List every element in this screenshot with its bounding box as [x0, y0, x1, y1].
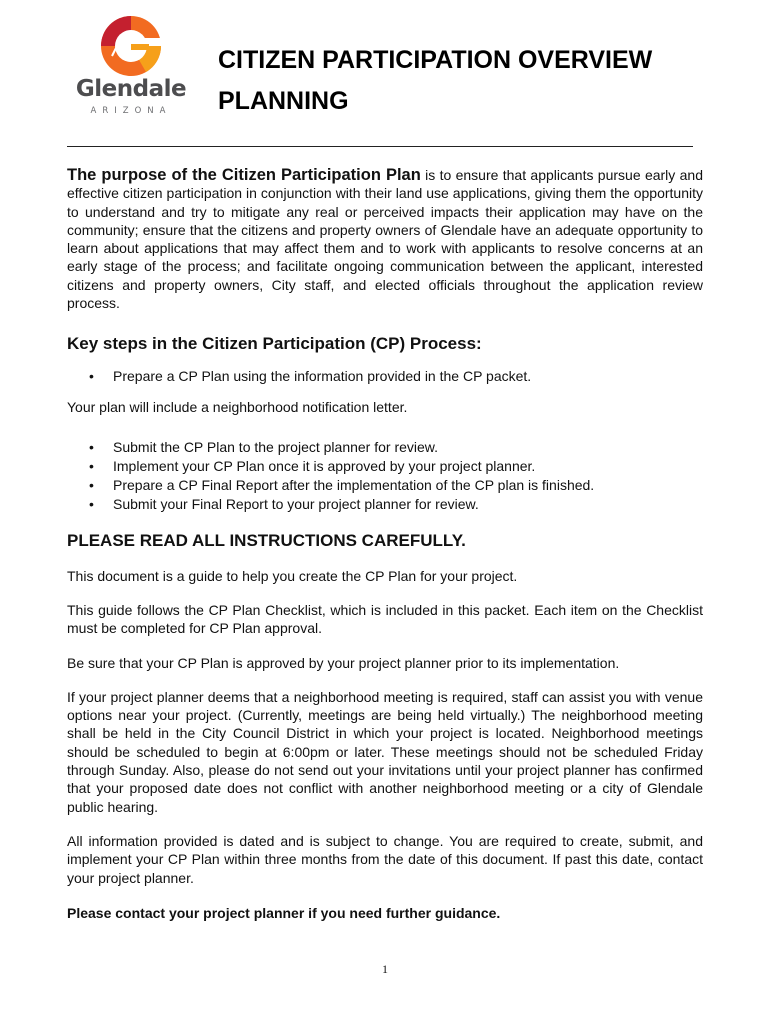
key-steps-first-list [67, 367, 703, 386]
key-steps-list [67, 438, 703, 514]
logo-wordmark: Glendale [75, 76, 187, 102]
purpose-paragraph [67, 166, 703, 312]
key-steps-note: Your plan will include a neighborhood notification letter. [67, 399, 408, 416]
page-number: 1 [382, 962, 388, 976]
document-body [67, 166, 703, 922]
list-item: • Submit the CP Plan to the project planner for review. [113, 438, 703, 457]
title-line-2: PLANNING [218, 87, 349, 115]
instructions-paragraph: Be sure that your CP Plan is approved by your project planner prior to its implementation. [67, 654, 620, 671]
closing-note: Please contact your project planner if you need further guidance. [67, 904, 501, 921]
logo-subtitle: ARIZONA [90, 106, 172, 116]
page-title [218, 40, 652, 122]
instructions-heading: PLEASE READ ALL INSTRUCTIONS CAREFULLY. [67, 530, 466, 550]
list-item: • Prepare a CP Plan using the information provided in the CP packet. [113, 367, 703, 386]
list-item: • Implement your CP Plan once it is approved by your project planner. [113, 457, 703, 476]
instructions-paragraph: All information provided is dated and is subject to change. You are required to create, submit, and implement your CP Plan within three months from the date of this document. If past this date, contact your project planner. [67, 832, 703, 886]
glendale-logo [72, 14, 190, 124]
title-divider [67, 146, 693, 147]
purpose-text: is to ensure that applicants pursue early and effective citizen participation in conjunction with their land use applications, giving them the opportunity to understand and try to mitigate any real or perceived impacts their application may have on the community; ensure that the citizens and property owners of Glendale have an adequate opportunity to learn about applications that may affect them and to work with applicants to resolve concerns at an early stage of the process; and facilitate ongoing communication between the applicant, interested citizens and property owners, City staff, and elected officials throughout the application review process. [67, 167, 703, 312]
glendale-g-icon [72, 14, 190, 78]
instructions-paragraph: This guide follows the CP Plan Checklist, which is included in this packet. Each item on the Checklist must be completed for CP Plan approval. [67, 601, 703, 637]
list-item: • Prepare a CP Final Report after the implementation of the CP plan is finished. [113, 476, 703, 495]
list-item: • Submit your Final Report to your project planner for review. [113, 495, 703, 514]
instructions-paragraph: This document is a guide to help you create the CP Plan for your project. [67, 567, 518, 584]
key-steps-heading: Key steps in the Citizen Participation (CP) Process: [67, 334, 482, 354]
title-line-1: CITIZEN PARTICIPATION OVERVIEW [218, 46, 653, 74]
instructions-paragraph: If your project planner deems that a neighborhood meeting is required, staff can assist you with venue options near your project. (Currently, meetings are being held virtually.) The neighborhood meeting shall be held in the City Council District in which your project is located. Neighborhood meetings should be scheduled to begin at 6:00pm or later. These meetings should not be scheduled Friday through Sunday. Also, please do not send out your invitations until your project planner has confirmed that your proposed date does not conflict with another neighborhood meeting or a city of Glendale public hearing. [67, 688, 703, 815]
purpose-lead: The purpose of the Citizen Participation Plan [67, 166, 421, 184]
